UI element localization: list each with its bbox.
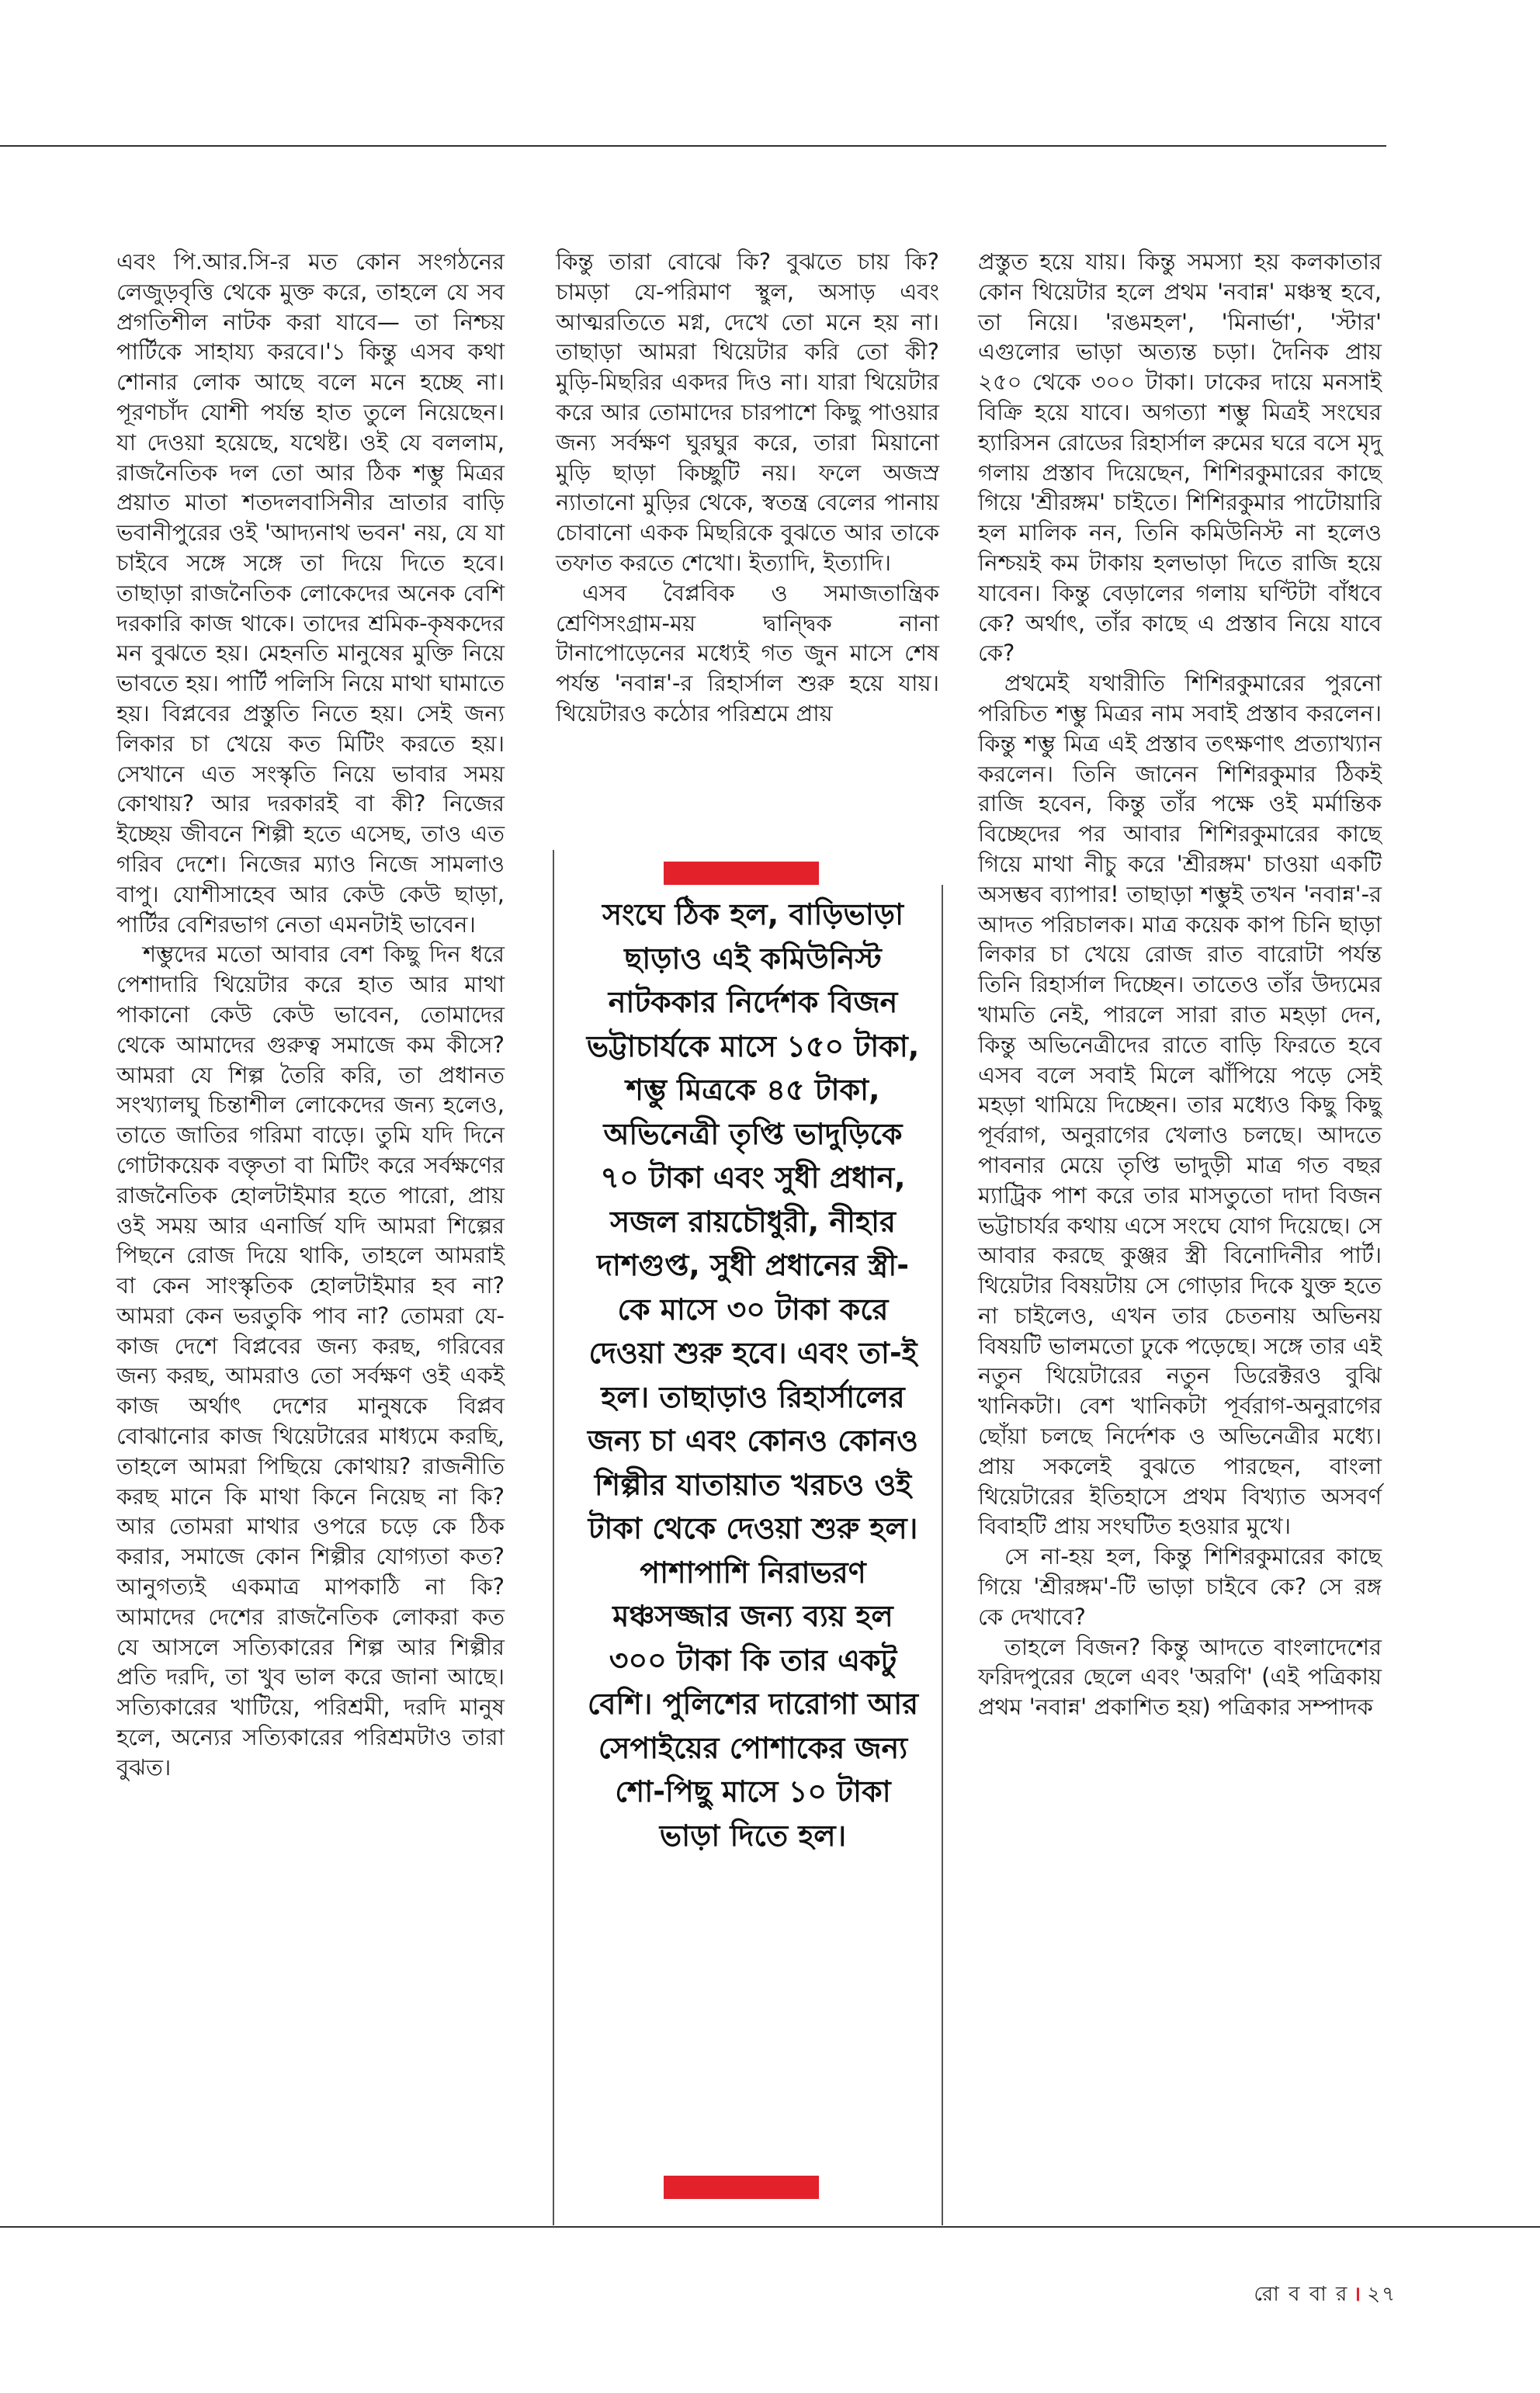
article-column-2 xyxy=(556,247,939,729)
paragraph: প্রথমেই যথারীতি শিশিরকুমারের পুরনো পরিচিত শম্ভু মিত্রর নাম সবাই প্রস্তাব করলেন। কিন্তু শম্ভু মিত্র এই প্রস্তাব তৎক্ষণাৎ প্রত্যাখ্যান করলেন। তিনি জানেন শিশিরকুমার ঠিকই রাজি হবেন, কিন্তু তাঁর পক্ষে ওই মর্মান্তিক বিচ্ছেদের পর আবার শিশিরকুমারের কাছে গিয়ে মাথা নীচু করে 'শ্রীরঙ্গম' চাওয়া একটি অসম্ভব ব্যাপার! তাছাড়া শম্ভুই তখন 'নবান্ন'-র আদত পরিচালক। মাত্র কয়েক কাপ চিনি ছাড়া লিকার চা খেয়ে রোজ রাত বারোটা পর্যন্ত তিনি রিহার্সাল দিচ্ছেন। তাতেও তাঁর উদ্যমের খামতি নেই, পারলে সারা রাত মহড়া দেন, কিন্তু অভিনেত্রীদের রাতে বাড়ি ফিরতে হবে এসব বলে সবাই মিলে ঝাঁপিয়ে পড়ে সেই মহড়া থামিয়ে দিচ্ছেন। তার মধ্যেও কিছু কিছু পূর্বরাগ, অনুরাগের খেলাও চলছে। আদতে পাবনার মেয়ে তৃপ্তি ভাদুড়ী মাত্র গত বছর ম্যাট্রিক পাশ করে তার মাসতুতো দাদা বিজন ভট্টাচার্যর কথায় এসে সংঘে যোগ দিয়েছে। সে আবার করছে কুঞ্জর স্ত্রী বিনোদিনীর পার্ট। থিয়েটার বিষয়টায় সে গোড়ার দিকে যুক্ত হতে না চাইলেও, এখন তার চেতনায় অভিনয় বিষয়টি ভালমতো ঢুকে পড়েছে। সঙ্গে তার এই নতুন থিয়েটারের নতুন ডিরেক্টরও বুঝি খানিকটা। বেশ খানিকটা পূর্বরাগ-অনুরাগের ছোঁয়া চলছে নির্দেশক ও অভিনেত্রীর মধ্যে। প্রায় সকলেই বুঝতে পারছেন, বাংলা থিয়েটারের ইতিহাসে প্রথম বিখ্যাত অসবর্ণ বিবাহটি প্রায় সংঘটিত হওয়ার মুখে। xyxy=(978,670,1382,1540)
magazine-name: রো ব বা র xyxy=(1254,2283,1349,2306)
page-number: ২৭ xyxy=(1367,2283,1396,2306)
paragraph: এসব বৈপ্লবিক ও সমাজতান্ত্রিক শ্রেণিসংগ্রাম-ময় দ্বান্দ্বিক নানা টানাপোড়েনের মধ্যেই গত জুন মাসে শেষ পর্যন্ত 'নবান্ন'-র রিহার্সাল শুরু হয়ে যায়। থিয়েটারও কঠোর পরিশ্রমে প্রায় xyxy=(556,579,939,727)
article-column-1 xyxy=(116,247,505,1783)
paragraph: সে না-হয় হল, কিন্তু শিশিরকুমারের কাছে গিয়ে 'শ্রীরঙ্গম'-টি ভাড়া চাইবে কে? সে রঙ্গ কে দেখাবে? xyxy=(978,1543,1382,1630)
paragraph: প্রস্তুত হয়ে যায়। কিন্তু সমস্যা হয় কলকাতার কোন থিয়েটার হলে প্রথম 'নবান্ন' মঞ্চস্থ হবে, তা নিয়ে। 'রঙমহল', 'মিনার্ভা', 'স্টার' এগুলোর ভাড়া অত্যন্ত চড়া। দৈনিক প্রায় ২৫০ থেকে ৩০০ টাকা। ঢাকের দায়ে মনসাই বিক্রি হয়ে যাবে। অগত্যা শম্ভু মিত্রই সংঘের হ্যারিসন রোডের রিহার্সাল রুমের ঘরে বসে মৃদু গলায় প্রস্তাব দিয়েছেন, শিশিরকুমারের কাছে গিয়ে 'শ্রীরঙ্গম' চাইতে। শিশিরকুমার পাটোয়ারি হল মালিক নন, তিনি কমিউনিস্ট না হলেও নিশ্চয়ই কম টাকায় হলভাড়া দিতে রাজি হয়ে যাবেন। কিন্তু বেড়ালের গলায় ঘণ্টিটা বাঁধবে কে? অর্থাৎ, তাঁর কাছে এ প্রস্তাব নিয়ে যাবে কে? xyxy=(978,248,1382,667)
pull-quote: সংঘে ঠিক হল, বাড়িভাড়া ছাড়াও এই কমিউনিস্ট নাটককার নির্দেশক বিজন ভট্টাচার্যকে মাসে ১৫০ টাকা, শম্ভু মিত্রকে ৪৫ টাকা, অভিনেত্রী তৃপ্তি ভাদুড়িকে ৭০ টাকা এবং সুধী প্রধান, সজল রায়চৌধুরী, নীহার দাশগুপ্ত, সুধী প্রধানের স্ত্রী-কে মাসে ৩০ টাকা করে দেওয়া শুরু হবে। এবং তা-ই হল। তাছাড়াও রিহার্সালের জন্য চা এবং কোনও কোনও শিল্পীর যাতায়াত খরচও ওই টাকা থেকে দেওয়া শুরু হল। পাশাপাশি নিরাভরণ মঞ্চসজ্জার জন্য ব্যয় হল ৩০০ টাকা কি তার একটু বেশি। পুলিশের দারোগা আর সেপাইয়ের পোশাকের জন্য শো-পিছু মাসে ১০ টাকা ভাড়া দিতে হল। xyxy=(586,897,920,1853)
column-divider xyxy=(942,885,943,2225)
top-rule xyxy=(0,145,1386,147)
paragraph: এবং পি.আর.সি-র মত কোন সংগঠনের লেজুড়বৃত্তি থেকে মুক্ত করে, তাহলে যে সব প্রগতিশীল নাটক করা যাবে— তা নিশ্চয় পার্টিকে সাহায্য করবে।'১ কিন্তু এসব কথা শোনার লোক আছে বলে মনে হচ্ছে না। পূরণচাঁদ যোশী পর্যন্ত হাত তুলে নিয়েছেন। যা দেওয়া হয়েছে, যথেষ্ট। ওই যে বললাম, রাজনৈতিক দল তো আর ঠিক শম্ভু মিত্রর প্রয়াত মাতা শতদলবাসিনীর ভ্রাতার বাড়ি ভবানীপুরের ওই 'আদ্যনাথ ভবন' নয়, যে যা চাইবে সঙ্গে সঙ্গে তা দিয়ে দিতে হবে। তাছাড়া রাজনৈতিক লোকেদের অনেক বেশি দরকারি কাজ থাকে। তাদের শ্রমিক-কৃষকদের মন বুঝতে হয়। মেহনতি মানুষের মুক্তি নিয়ে ভাবতে হয়। পার্টি পলিসি নিয়ে মাথা ঘামাতে হয়। বিপ্লবের প্রস্তুতি নিতে হয়। সেই জন্য লিকার চা খেয়ে কত মিটিং করতে হয়। সেখানে এত সংস্কৃতি নিয়ে ভাবার সময় কোথায়? আর দরকারই বা কী? নিজের ইচ্ছেয় জীবনে শিল্পী হতে এসেছ, তাও এত গরিব দেশে। নিজের ম্যাও নিজে সামলাও বাপু। যোশীসাহেব আর কেউ কেউ ছাড়া, পার্টির বেশিরভাগ নেতা এমনটাই ভাবেন। xyxy=(116,248,505,938)
bottom-rule xyxy=(0,2226,1540,2228)
paragraph: শম্ভুদের মতো আবার বেশ কিছু দিন ধরে পেশাদারি থিয়েটার করে হাত আর মাথা পাকানো কেউ কেউ ভাবেন, তোমাদের থেকে আমাদের গুরুত্ব সমাজে কম কীসে? আমরা যে শিল্প তৈরি করি, তা প্রধানত সংখ্যালঘু চিন্তাশীল লোকেদের জন্য হলেও, তাতে জাতির গরিমা বাড়ে। তুমি যদি দিনে গোটাকয়েক বক্তৃতা বা মিটিং করে সর্বক্ষণের রাজনৈতিক হোলটাইমার হতে পারো, প্রায় ওই সময় আর এনার্জি যদি আমরা শিল্পের পিছনে রোজ দিয়ে থাকি, তাহলে আমরাই বা কেন সাংস্কৃতিক হোলটাইমার হব না? আমরা কেন ভরতুকি পাব না? তোমরা যে-কাজ দেশে বিপ্লবের জন্য করছ, গরিবের জন্য করছ, আমরাও তো সর্বক্ষণ ওই একই কাজ অর্থাৎ দেশের মানুষকে বিপ্লব বোঝানোর কাজ থিয়েটারের মাধ্যমে করছি, তাহলে আমরা পিছিয়ে কোথায়? রাজনীতি করছ মানে কি মাথা কিনে নিয়েছ না কি? আর তোমরা মাথার ওপরে চড়ে কে ঠিক করার, সমাজে কোন শিল্পীর যোগ্যতা কত? আনুগত্যই একমাত্র মাপকাঠি না কি? আমাদের দেশের রাজনৈতিক লোকরা কত যে আসলে সত্যিকারের শিল্প আর শিল্পীর প্রতি দরদি, তা খুব ভাল করে জানা আছে। সত্যিকারের খাটিয়ে, পরিশ্রমী, দরদি মানুষ হলে, অন্যের সত্যিকারের পরিশ্রমটাও তারা বুঝত। xyxy=(116,941,505,1781)
pull-quote-bottom-bar xyxy=(664,2176,819,2199)
paragraph: কিন্তু তারা বোঝে কি? বুঝতে চায় কি? চামড়া যে-পরিমাণ স্থুল, অসাড় এবং আত্মরতিতে মগ্ন, দেখে তো মনে হয় না। তাছাড়া আমরা থিয়েটার করি তো কী? মুড়ি-মিছরির একদর দিও না। যারা থিয়েটার করে আর তোমাদের চারপাশে কিছু পাওয়ার জন্য সর্বক্ষণ ঘুরঘুর করে, তারা মিয়ানো মুড়ি ছাড়া কিচ্ছুটি নয়। ফলে অজস্র ন্যাতানো মুড়ির থেকে, স্বতন্ত্র বেলের পানায় চোবানো একক মিছরিকে বুঝতে আর তাকে তফাত করতে শেখো। ইত্যাদি, ইত্যাদি। xyxy=(556,248,939,576)
article-column-3 xyxy=(978,247,1382,1722)
column-divider xyxy=(553,850,554,2225)
paragraph: তাহলে বিজন? কিন্তু আদতে বাংলাদেশের ফরিদপুরের ছেলে এবং 'অরণি' (এই পত্রিকায় প্রথম 'নবান্ন' প্রকাশিত হয়) পত্রিকার সম্পাদক xyxy=(978,1633,1382,1721)
pull-quote-top-bar xyxy=(664,862,819,885)
footer-separator: । xyxy=(1353,2283,1363,2306)
page-footer xyxy=(1254,2278,1396,2312)
